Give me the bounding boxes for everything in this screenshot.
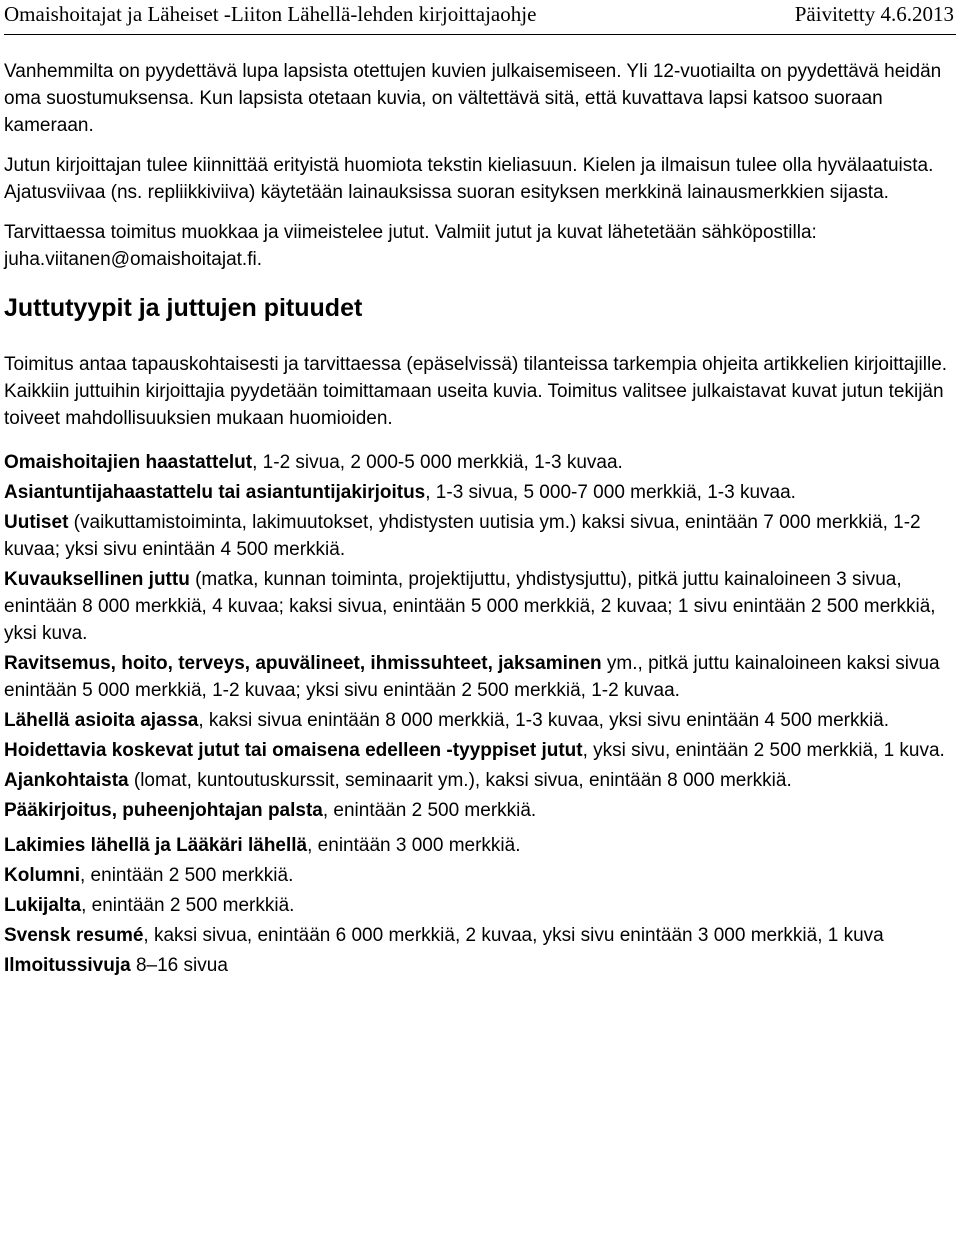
list-item-details: , enintään 2 500 merkkiä. [80, 865, 294, 886]
list-item-title: Asiantuntijahaastattelu tai asiantuntijakirjoitus [4, 482, 426, 503]
list-item-details: , 1-3 sivua, 5 000-7 000 merkkiä, 1-3 kuvaa. [425, 482, 796, 503]
list-item-title: Ajankohtaista [4, 770, 129, 791]
list-item-title: Lähellä asioita ajassa [4, 710, 199, 731]
list-item-details: 8–16 sivua [130, 955, 228, 976]
header-title: Omaishoitajat ja Läheiset -Liiton Lähellä-lehden kirjoittajaohje [4, 2, 537, 26]
list-item-details: (matka, kunnan toiminta, projektijuttu, yhdistysjuttu), pitkä juttu kainaloineen 3 sivua, enintään 8 000 merkkiä, 4 kuvaa; kaksi sivua, enintään 5 000 merkkiä, 2 kuvaa; 1 sivu enintään 2 500 merkkiä, yksi kuva. [4, 569, 936, 644]
list-item-title: Ilmoitussivuja [4, 955, 131, 976]
list-item [4, 922, 952, 949]
list-item [4, 952, 952, 979]
list-item-title: Uutiset [4, 512, 69, 533]
list-item [4, 566, 952, 647]
intro-paragraph: Toimitus antaa tapauskohtaisesti ja tarvittaessa (epäselvissä) tilanteissa tarkempia ohjeita artikkelien kirjoittajille. [4, 354, 948, 375]
article-type-list [4, 449, 952, 979]
list-item-details: (vaikuttamistoiminta, lakimuutokset, yhdistysten uutisia ym.) kaksi sivua, enintään 7 000 merkkiä, 1-2 kuvaa; yksi sivu enintään 4 500 merkkiä. [4, 512, 921, 560]
list-item [4, 862, 952, 889]
list-item [4, 707, 952, 734]
list-item-details: , kaksi sivua, enintään 6 000 merkkiä, 2 kuvaa, yksi sivu enintään 3 000 merkkiä, 1 kuva [143, 925, 884, 946]
list-item-details: , enintään 2 500 merkkiä. [81, 895, 295, 916]
page-header [4, 0, 956, 35]
list-item [4, 767, 952, 794]
list-item [4, 892, 952, 919]
list-item-details: ym., pitkä juttu kainaloineen kaksi sivua enintään 5 000 merkkiä, 1-2 kuvaa; yksi sivu enintään 2 500 merkkiä, 1-2 kuvaa. [4, 653, 940, 701]
list-item [4, 479, 952, 506]
list-item [4, 737, 952, 764]
list-item-title: Omaishoitajien haastattelut [4, 452, 253, 473]
list-item [4, 832, 952, 859]
list-item [4, 509, 952, 563]
list-item-title: Hoidettavia koskevat jutut tai omaisena edelleen -tyyppiset jutut [4, 740, 583, 761]
list-item-details: , enintään 2 500 merkkiä. [322, 800, 537, 821]
list-item-details: , kaksi sivua enintään 8 000 merkkiä, 1-3 kuvaa, yksi sivu enintään 4 500 merkkiä. [198, 710, 890, 731]
list-item-details: (lomat, kuntoutuskurssit, seminaarit ym.), kaksi sivua, enintään 8 000 merkkiä. [128, 770, 792, 791]
list-item-details: , 1-2 sivua, 2 000-5 000 merkkiä, 1-3 kuvaa. [252, 452, 623, 473]
list-item-details: , yksi sivu, enintään 2 500 merkkiä, 1 kuva. [582, 740, 945, 761]
list-item-title: Pääkirjoitus, puheenjohtajan palsta [4, 800, 323, 821]
intro-paragraph: Kaikkiin juttuihin kirjoittajia pyydetään toimittamaan useita kuvia. Toimitus valitsee julkaistavat kuvat jutun tekijän toiveet mahdollisuuksien mukaan huomioiden. [4, 381, 944, 429]
list-item-title: Kolumni [4, 865, 80, 886]
paragraph-submission: Tarvittaessa toimitus muokkaa ja viimeistelee jutut. Valmiit jutut ja kuvat lähetetään sähköpostilla: juha.viitanen@omaishoitajat.fi. [4, 222, 817, 270]
paragraph-photo-consent: Vanhemmilta on pyydettävä lupa lapsista otettujen kuvien julkaisemiseen. Yli 12-vuotiailta on pyydettävä heidän oma suostumuksensa. Kun lapsista otetaan kuvia, on vältettävä sitä, että kuvattava lapsi katsoo suoraan kameraan. [4, 61, 942, 136]
list-item [4, 449, 952, 476]
list-item-title: Kuvauksellinen juttu [4, 569, 190, 590]
list-item-title: Lakimies lähellä ja Lääkäri lähellä [4, 835, 308, 856]
list-item [4, 797, 952, 824]
list-item-title: Ravitsemus, hoito, terveys, apuvälineet, ihmissuhteet, jaksaminen [4, 653, 602, 674]
header-updated-date: Päivitetty 4.6.2013 [794, 2, 954, 26]
list-item-details: , enintään 3 000 merkkiä. [307, 835, 521, 856]
list-item-title: Svensk resumé [4, 925, 144, 946]
paragraph-language: Jutun kirjoittajan tulee kiinnittää erityistä huomiota tekstin kieliasuun. Kielen ja ilmaisun tulee olla hyvälaatuista. Ajatusviivaa (ns. repliikkiviiva) käytetään lainauksissa suoran esityksen merkkinä lainausmerkkien sijasta. [4, 155, 934, 203]
list-item-title: Lukijalta [4, 895, 82, 916]
document-body [4, 58, 952, 982]
section-heading: Juttutyypit ja juttujen pituudet [4, 294, 363, 322]
list-item [4, 650, 952, 704]
